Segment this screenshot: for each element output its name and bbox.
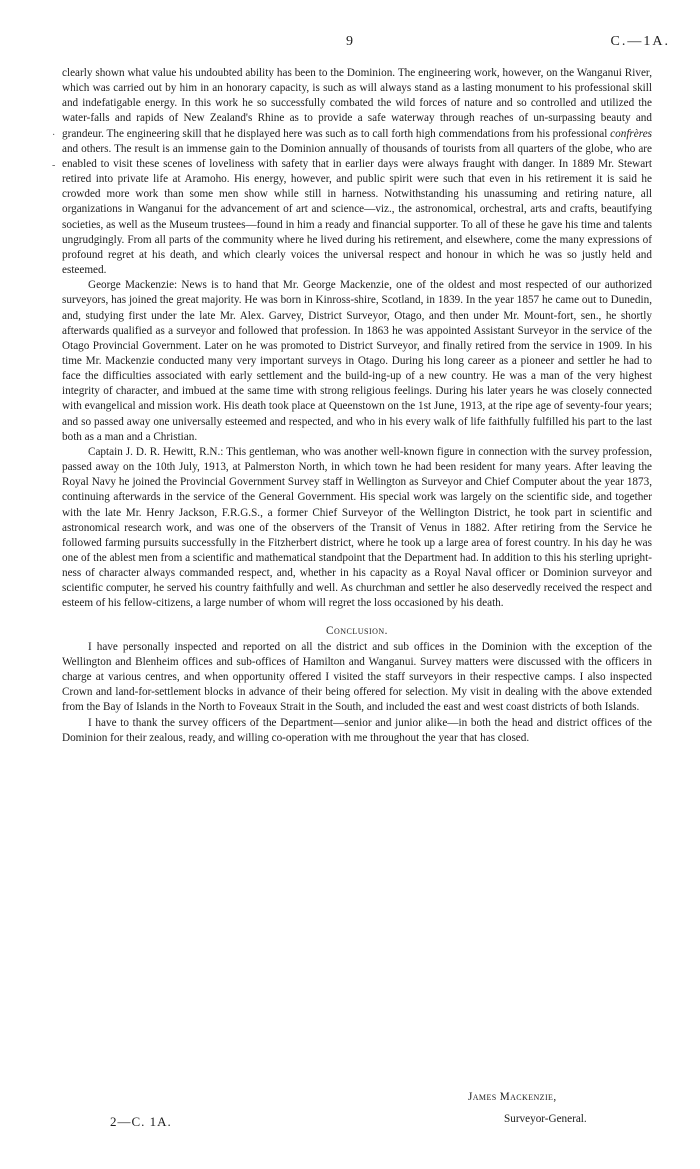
- paragraph-text: clearly shown what value his undoubted ability has been to the Dominion. The engineering work, however, on the Wanganui River, which was carried out by him in an honorary capacity, is such as will always stand as a lasting monument to his professional skill and indefatigable energy. In this work he so successfully combated the wild forces of nature and so controlled and utilized the water-falls and rapids of New Zealand's Rhine as to provide a safe waterway through reaches of un-surpassing beauty and grandeur. The engineering skill that he displayed here was such as to call forth high commendations from his professional: [62, 67, 652, 140]
- document-reference: C.—1A.: [610, 34, 670, 49]
- margin-mark: -: [52, 160, 56, 171]
- footer-reference: 2—C. 1A.: [110, 1114, 172, 1129]
- paragraph-mackenzie: George Mackenzie: News is to hand that Mr. George Mackenzie, one of the oldest and most respected of our authorized surveyors, has joined the great majority. He was born in Kinross-shire, Scotland, in 1839. In the year 1857 he came out to Dunedin, and, studying first under the late Mr. Alex. Garvey, District Surveyor, Otago, and then under Mr. Mount-fort, sen., he shortly afterwards qualified as a surveyor and followed that profession. In 1863 he was appointed Assistant Surveyor in the service of the Otago Provincial Government. Later on he was promoted to District Surveyor, and finally retired from the service in 1909. In his time Mr. Mackenzie conducted many very important surveys in Otago. During his long career as a pioneer and settler he had to face the difficulties associated with early settlement and the build-ing-up of a new country. He was a man of the very highest integrity of character, and imbued at the same time with strong religious feelings. During his later years he was closely connected with evangelical and mission work. His death took place at Queenstown on the 1st June, 1913, at the ripe age of seventy-four years; and so passed away one universally esteemed and respected, and who in his every walk of life faithfully fulfilled his part to the last both as a man and a Christian.: [62, 279, 652, 443]
- signature-name: James Mackenzie,: [468, 1091, 557, 1103]
- italic-word: confrères: [610, 127, 653, 140]
- paragraph-conclusion: I have personally inspected and reported on all the district and sub offices in the Dominion with the exception of the Wellington and Blenheim offices and sub-offices of Hamilton and Wanganui. Survey matters were discussed with the officers in charge at various centres, and when opportunity offered I visited the staff surveyors in their respective camps. I also inspected Crown and land-for-settlement blocks in advance of their being offered for selection. My visit in dealing with the above extended from the Bay of Islands in the North to Foveaux Strait in the South, and included the east and west coast districts of both Islands.: [62, 640, 652, 714]
- page-number: 9: [346, 34, 354, 49]
- paragraph-thanks: I have to thank the survey officers of the Department—senior and junior alike—in both the head and district offices of the Dominion for their zealous, ready, and willing co-operation with me throughout the year that has closed.: [62, 716, 652, 744]
- signature-title: Surveyor-General.: [504, 1113, 587, 1125]
- paragraph-text: and others. The result is an immense gain to the Dominion annually of thousands of tourists from all quarters of the globe, who are enabled to visit these scenes of loveliness with safety that in earlier days were always fraught with danger. In 1889 Mr. Stewart retired into private life at Aramoho. His energy, however, and public spirit were such that even in his retirement it is said he crowded more work than some men show while still in harness. Notwithstanding his unassuming and retiring nature, all organizations in Wanganui for the advancement of art and science—viz., the astronomical, orchestral, arts and crafts, beautifying societies, as well as the Museum trustees—found in him a ready and financial supporter. To all of these he gave his time and talents ungrudgingly. From all parts of the community where he lived during his retirement, and elsewhere, come the many expressions of profound regret at his death, and which clearly voices the universal respect and honour in which he was so justly held and esteemed.: [62, 142, 652, 277]
- signature-block: [468, 1086, 587, 1130]
- paragraph-hewitt: Captain J. D. R. Hewitt, R.N.: This gentleman, who was another well-known figure in connection with the survey profession, passed away on the 10th July, 1913, at Palmerston North, in which town he had been resident for many years. After leaving the Royal Navy he joined the Provincial Government Survey staff in Wellington as Surveyor and Chief Computer about the year 1873, continuing afterwards in the service of the General Government. His special work was largely on the scientific side, and together with the late Mr. Henry Jackson, F.R.G.S., a former Chief Surveyor of the Wellington District, he took part in scientific and astronomical research work, and was one of the observers of the Transit of Venus in 1882. After retiring from the Service he followed farming pursuits successfully in the Fitzherbert district, where he took up a large area of forest country. In his day he was one of the ablest men from a scientific and mathematical standpoint that the Department had. In addition to this his sterling upright-ness of character always commanded respect, and, whether in his capacity as a Royal Naval officer or Dominion surveyor and scientific computer, he served his country faithfully and well. As churchman and settler he also deservedly received the respect and esteem of his fellow-citizens, a large number of whom will regret the loss occasioned by his death.: [62, 445, 652, 610]
- document-body: [62, 66, 652, 746]
- conclusion-heading: Conclusion.: [326, 624, 388, 637]
- paragraph-stewart: [62, 66, 652, 278]
- margin-mark: ·: [52, 130, 56, 141]
